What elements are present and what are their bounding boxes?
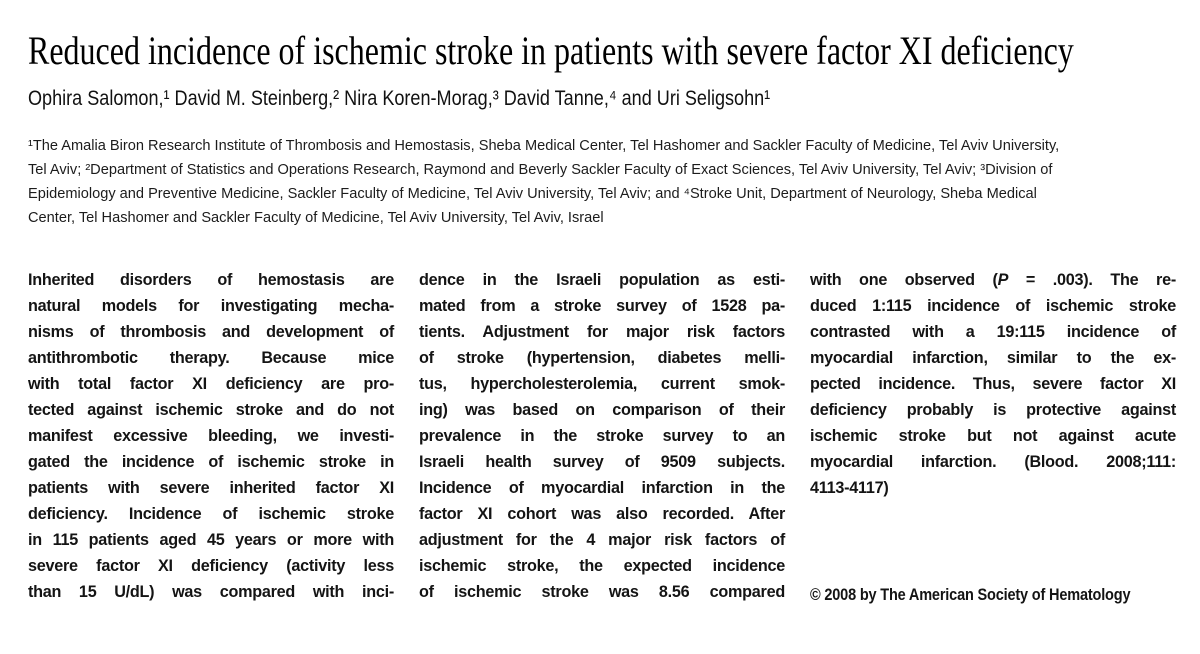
abstract-line-text: = .003). The re- (1008, 271, 1176, 289)
abstract-line: gated the incidence of ischemic stroke in (28, 453, 394, 471)
abstract-column-3 (810, 267, 1176, 605)
abstract-line: pected incidence. Thus, severe factor XI (810, 375, 1176, 393)
abstract-line: mated from a stroke survey of 1528 pa- (419, 297, 785, 315)
abstract-line: of stroke (hypertension, diabetes melli- (419, 349, 785, 367)
abstract-columns (28, 267, 1176, 605)
abstract-line: ing) was based on comparison of their (419, 401, 785, 419)
abstract-line: nisms of thrombosis and development of (28, 323, 394, 341)
abstract-line: manifest excessive bleeding, we investi- (28, 427, 394, 445)
abstract-line: Incidence of myocardial infarction in the (419, 479, 785, 497)
abstract-line: deficiency probably is protective against (810, 401, 1176, 419)
abstract-line: myocardial infarction. (Blood. 2008;111: (810, 453, 1176, 471)
abstract-line: dence in the Israeli population as esti- (419, 271, 785, 289)
abstract-line: than 15 U/dL) was compared with inci- (28, 583, 394, 601)
abstract-line: of ischemic stroke was 8.56 compared (419, 583, 785, 601)
authors-line: Ophira Salomon,¹ David M. Steinberg,² Nira Koren-Morag,³ David Tanne,⁴ and Uri Seligsohn¹ (28, 87, 771, 110)
abstract-line: deficiency. Incidence of ischemic stroke (28, 505, 394, 523)
affiliations-block (28, 134, 1176, 230)
affiliation-line: Epidemiology and Preventive Medicine, Sackler Faculty of Medicine, Tel Aviv University, Tel Aviv; and ⁴Stroke Unit, Department of Neurology, Sheba Medical (28, 186, 1037, 202)
abstract-line: natural models for investigating mecha- (28, 297, 394, 315)
abstract-line: in 115 patients aged 45 years or more with (28, 531, 394, 549)
affiliation-line: Tel Aviv; ²Department of Statistics and Operations Research, Raymond and Beverly Sackler Faculty of Exact Sciences, Tel Aviv University, Tel Aviv; ³Division of (28, 162, 1053, 178)
abstract-line: antithrombotic therapy. Because mice (28, 349, 394, 367)
abstract-line: tus, hypercholesterolemia, current smok- (419, 375, 785, 393)
copyright-line: © 2008 by The American Society of Hematology (810, 586, 1131, 604)
abstract-line: severe factor XI deficiency (activity less (28, 557, 394, 575)
abstract-line: tients. Adjustment for major risk factors (419, 323, 785, 341)
abstract-line: with total factor XI deficiency are pro- (28, 375, 394, 393)
affiliation-line: ¹The Amalia Biron Research Institute of Thrombosis and Hemostasis, Sheba Medical Center, Tel Hashomer and Sackler Faculty of Medicine, Tel Aviv University, (28, 138, 1060, 154)
abstract-line: adjustment for the 4 major risk factors of (419, 531, 785, 549)
paper-title: Reduced incidence of ischemic stroke in patients with severe factor XI deficiency (28, 28, 1074, 73)
abstract-column-1 (28, 267, 394, 605)
abstract-line: Inherited disorders of hemostasis are (28, 271, 394, 289)
abstract-line-text: with one observed ( (810, 271, 998, 289)
abstract-line: myocardial infarction, similar to the ex- (810, 349, 1176, 367)
paper-abstract-page (0, 30, 1200, 654)
abstract-line: duced 1:115 incidence of ischemic stroke (810, 297, 1176, 315)
affiliation-line: Center, Tel Hashomer and Sackler Faculty of Medicine, Tel Aviv University, Tel Aviv, Israel (28, 210, 604, 226)
abstract-line: patients with severe inherited factor XI (28, 479, 394, 497)
abstract-line: ischemic stroke but not against acute (810, 427, 1176, 445)
abstract-line: ischemic stroke, the expected incidence (419, 557, 785, 575)
abstract-line: factor XI cohort was also recorded. After (419, 505, 785, 523)
p-value-symbol: P (997, 271, 1009, 289)
abstract-line: Israeli health survey of 9509 subjects. (419, 453, 785, 471)
abstract-line: 4113-4117) (810, 479, 889, 497)
abstract-line-with-pvalue (810, 267, 1176, 293)
abstract-column-2 (419, 267, 785, 605)
abstract-line: prevalence in the stroke survey to an (419, 427, 785, 445)
abstract-line: contrasted with a 19:115 incidence of (810, 323, 1176, 341)
abstract-line: tected against ischemic stroke and do not (28, 401, 394, 419)
